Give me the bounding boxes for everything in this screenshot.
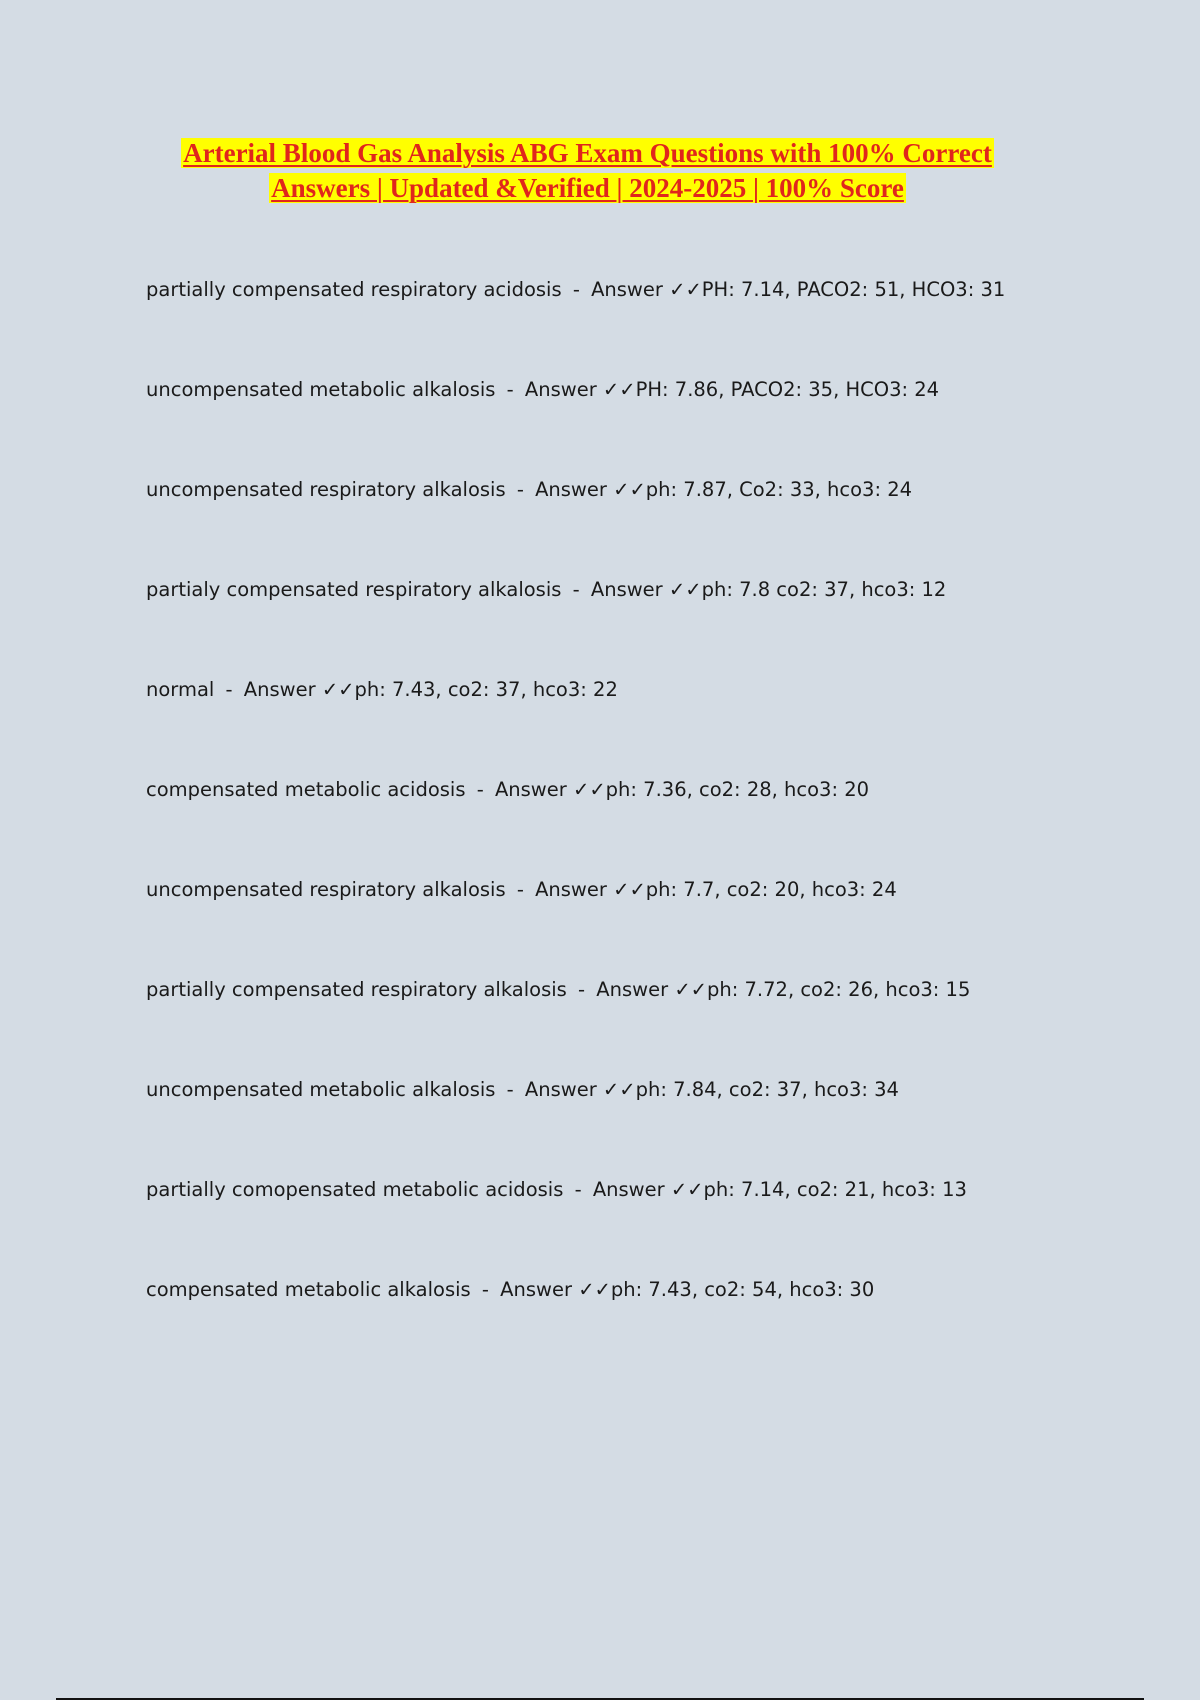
separator: - [516,478,524,501]
answer-label: Answer [592,1178,665,1201]
check-icon: ✓✓ [668,578,702,601]
document-title [0,136,1175,206]
answer-text: ph: 7.43, co2: 54, hco3: 30 [610,1278,875,1301]
check-icon: ✓✓ [602,378,636,401]
check-icon: ✓✓ [613,478,646,501]
answer-label: Answer [596,978,669,1001]
qa-item [146,277,1146,377]
qa-item [146,477,1146,577]
answer-text: PH: 7.86, PACO2: 35, HCO3: 24 [635,378,940,401]
separator: - [574,1178,582,1201]
qa-item [146,377,1146,477]
answer-label: Answer [535,878,607,901]
title-line-2: Answers | Updated &Verified | 2024-2025 | 100% Score [271,173,904,203]
question-text: partially compensated respiratory acidosis [146,278,562,301]
answer-label: Answer [524,1078,597,1101]
qa-item [146,777,1146,877]
answer-text: ph: 7.7, co2: 20, hco3: 24 [645,878,897,901]
question-text: compensated metabolic acidosis [146,778,466,801]
answer-text: ph: 7.14, co2: 21, hco3: 13 [703,1178,967,1201]
qa-item [146,877,1146,977]
answer-label: Answer [494,778,567,801]
answer-text: ph: 7.8 co2: 37, hco3: 12 [701,578,947,601]
qa-list [146,277,1146,1377]
check-icon: ✓✓ [602,1078,636,1101]
answer-label: Answer [591,278,663,301]
answer-text: PH: 7.14, PACO2: 51, HCO3: 31 [701,278,1006,301]
question-text: compensated metabolic alkalosis [146,1278,471,1301]
answer-text: ph: 7.72, co2: 26, hco3: 15 [707,978,971,1001]
answer-label: Answer [243,678,316,701]
qa-item [146,1077,1146,1177]
title-line-1: Arterial Blood Gas Analysis ABG Exam Questions with 100% Correct [183,138,992,168]
question-text: uncompensated metabolic alkalosis [146,1078,496,1101]
qa-item [146,1177,1146,1277]
question-text: normal [146,678,215,701]
check-icon: ✓✓ [670,1178,704,1201]
separator: - [516,878,524,901]
answer-text: ph: 7.36, co2: 28, hco3: 20 [605,778,870,801]
answer-label: Answer [500,1278,572,1301]
check-icon: ✓✓ [321,678,355,701]
answer-text: ph: 7.84, co2: 37, hco3: 34 [635,1078,899,1101]
separator: - [225,678,233,701]
separator: - [578,978,586,1001]
answer-label: Answer [590,578,663,601]
qa-item [146,577,1146,677]
answer-label: Answer [524,378,597,401]
check-icon: ✓✓ [613,878,646,901]
answer-text: ph: 7.87, Co2: 33, hco3: 24 [645,478,913,501]
question-text: partially compensated respiratory alkalosis [146,978,567,1001]
separator: - [506,1078,514,1101]
question-text: partially comopensated metabolic acidosis [146,1178,564,1201]
separator: - [476,778,484,801]
check-icon: ✓✓ [572,778,606,801]
question-text: uncompensated respiratory alkalosis [146,878,506,901]
check-icon: ✓✓ [578,1278,611,1301]
answer-text: ph: 7.43, co2: 37, hco3: 22 [354,678,618,701]
separator: - [572,278,580,301]
qa-item [146,677,1146,777]
check-icon: ✓✓ [669,278,702,301]
question-text: uncompensated respiratory alkalosis [146,478,506,501]
qa-item [146,1277,1146,1377]
separator: - [506,378,514,401]
separator: - [481,1278,489,1301]
question-text: uncompensated metabolic alkalosis [146,378,496,401]
separator: - [572,578,580,601]
qa-item [146,977,1146,1077]
answer-label: Answer [535,478,607,501]
check-icon: ✓✓ [674,978,708,1001]
question-text: partialy compensated respiratory alkalosis [146,578,562,601]
